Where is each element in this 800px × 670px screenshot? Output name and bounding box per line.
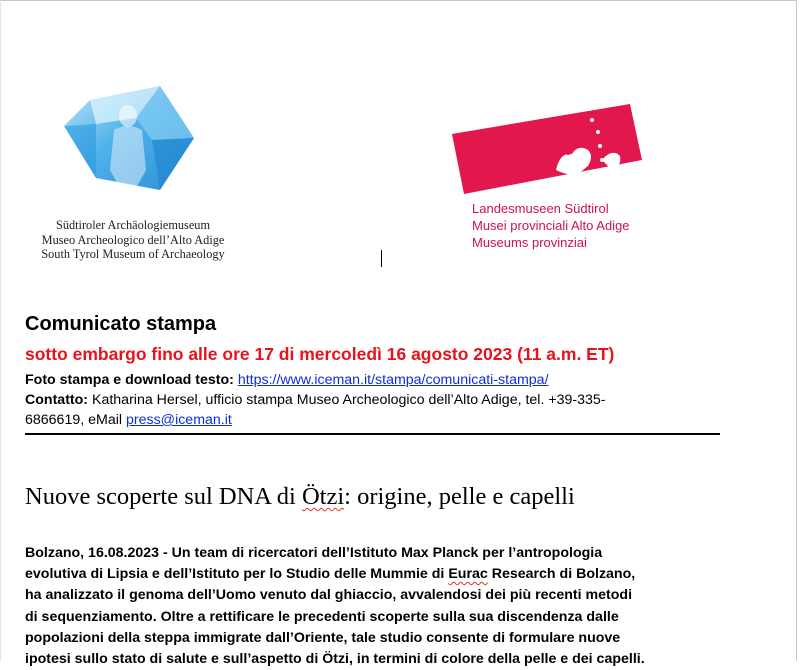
contact-row bbox=[25, 390, 715, 410]
headline-part-2: : origine, pelle e capelli bbox=[344, 483, 575, 510]
photo-download-row bbox=[25, 370, 715, 390]
body-line-6: ipotesi sullo stato di salute e sull’aspetto di Ötzi, in termini di colore della pelle e dei capelli. bbox=[25, 651, 645, 668]
press-release-title: Comunicato stampa bbox=[25, 313, 217, 335]
ice-crystal-logo-icon bbox=[56, 78, 196, 198]
landesmuseen-name-de: Landesmuseen Südtirol bbox=[472, 201, 609, 216]
text-cursor bbox=[381, 250, 382, 267]
headline-name: Ötzi bbox=[301, 483, 345, 510]
body-line-2-c: Research di Bolzano, bbox=[487, 566, 636, 583]
museum-name-it: Museo Archeologico dell’Alto Adige bbox=[41, 232, 225, 247]
body-line-2-a: evolutiva di Lipsia e dell’Istituto per lo Studio delle Mummie di bbox=[25, 566, 449, 583]
contact-text-2: 6866619, eMail bbox=[25, 412, 126, 428]
museum-name-lines bbox=[28, 218, 238, 262]
photo-download-link[interactable]: https://www.iceman.it/stampa/comunicati-stampa/ bbox=[237, 372, 549, 388]
body-line-4: di sequenziamento. Oltre a rettificare le precedenti scoperte sulla sua discendenza dalle bbox=[25, 608, 619, 625]
headline-part-1: Nuove scoperte sul DNA di bbox=[25, 483, 302, 510]
article-lead bbox=[25, 543, 725, 670]
body-line-5: popolazioni della steppa immigrate dall’Oriente, tale studio consente di formulare nuove bbox=[25, 629, 621, 646]
body-line-2 bbox=[25, 564, 725, 585]
contact-info bbox=[25, 370, 715, 430]
ticket-logo-icon bbox=[452, 104, 652, 199]
body-line-1: Bolzano, 16.08.2023 - Un team di ricercatori dell’Istituto Max Planck per l’antropologia bbox=[25, 545, 603, 561]
body-line-3: ha analizzato il genoma dell’Uomo venuto dal ghiaccio, avvalendosi dei più recenti metodi bbox=[25, 587, 633, 604]
embargo-notice: sotto embargo fino alle ore 17 di mercoledì 16 agosto 2023 (11 a.m. ET) bbox=[25, 344, 615, 364]
landesmuseen-name-lines bbox=[472, 200, 630, 251]
museum-name-en: South Tyrol Museum of Archaeology bbox=[41, 247, 225, 261]
landesmuseen-name-it: Musei provinciali Alto Adige bbox=[472, 218, 630, 233]
contact-email-link[interactable]: press@iceman.it bbox=[125, 412, 232, 428]
archaeology-museum-logo bbox=[28, 78, 238, 273]
contact-text: Katharina Hersel, ufficio stampa Museo Archeologico dell’Alto Adige, tel. +39-335- bbox=[88, 392, 606, 408]
article-headline bbox=[25, 483, 575, 511]
photo-download-label: Foto stampa e download testo: bbox=[25, 372, 234, 388]
header-rule bbox=[25, 433, 720, 435]
contact-row-2 bbox=[25, 410, 715, 430]
landesmuseen-name-lad: Museums provinziai bbox=[472, 235, 587, 250]
landesmuseen-logo bbox=[452, 104, 652, 264]
museum-name-de: Südtiroler Archäologiemuseum bbox=[55, 218, 211, 232]
body-line-2-b: Eurac bbox=[448, 566, 488, 583]
contact-label: Contatto: bbox=[25, 392, 89, 408]
